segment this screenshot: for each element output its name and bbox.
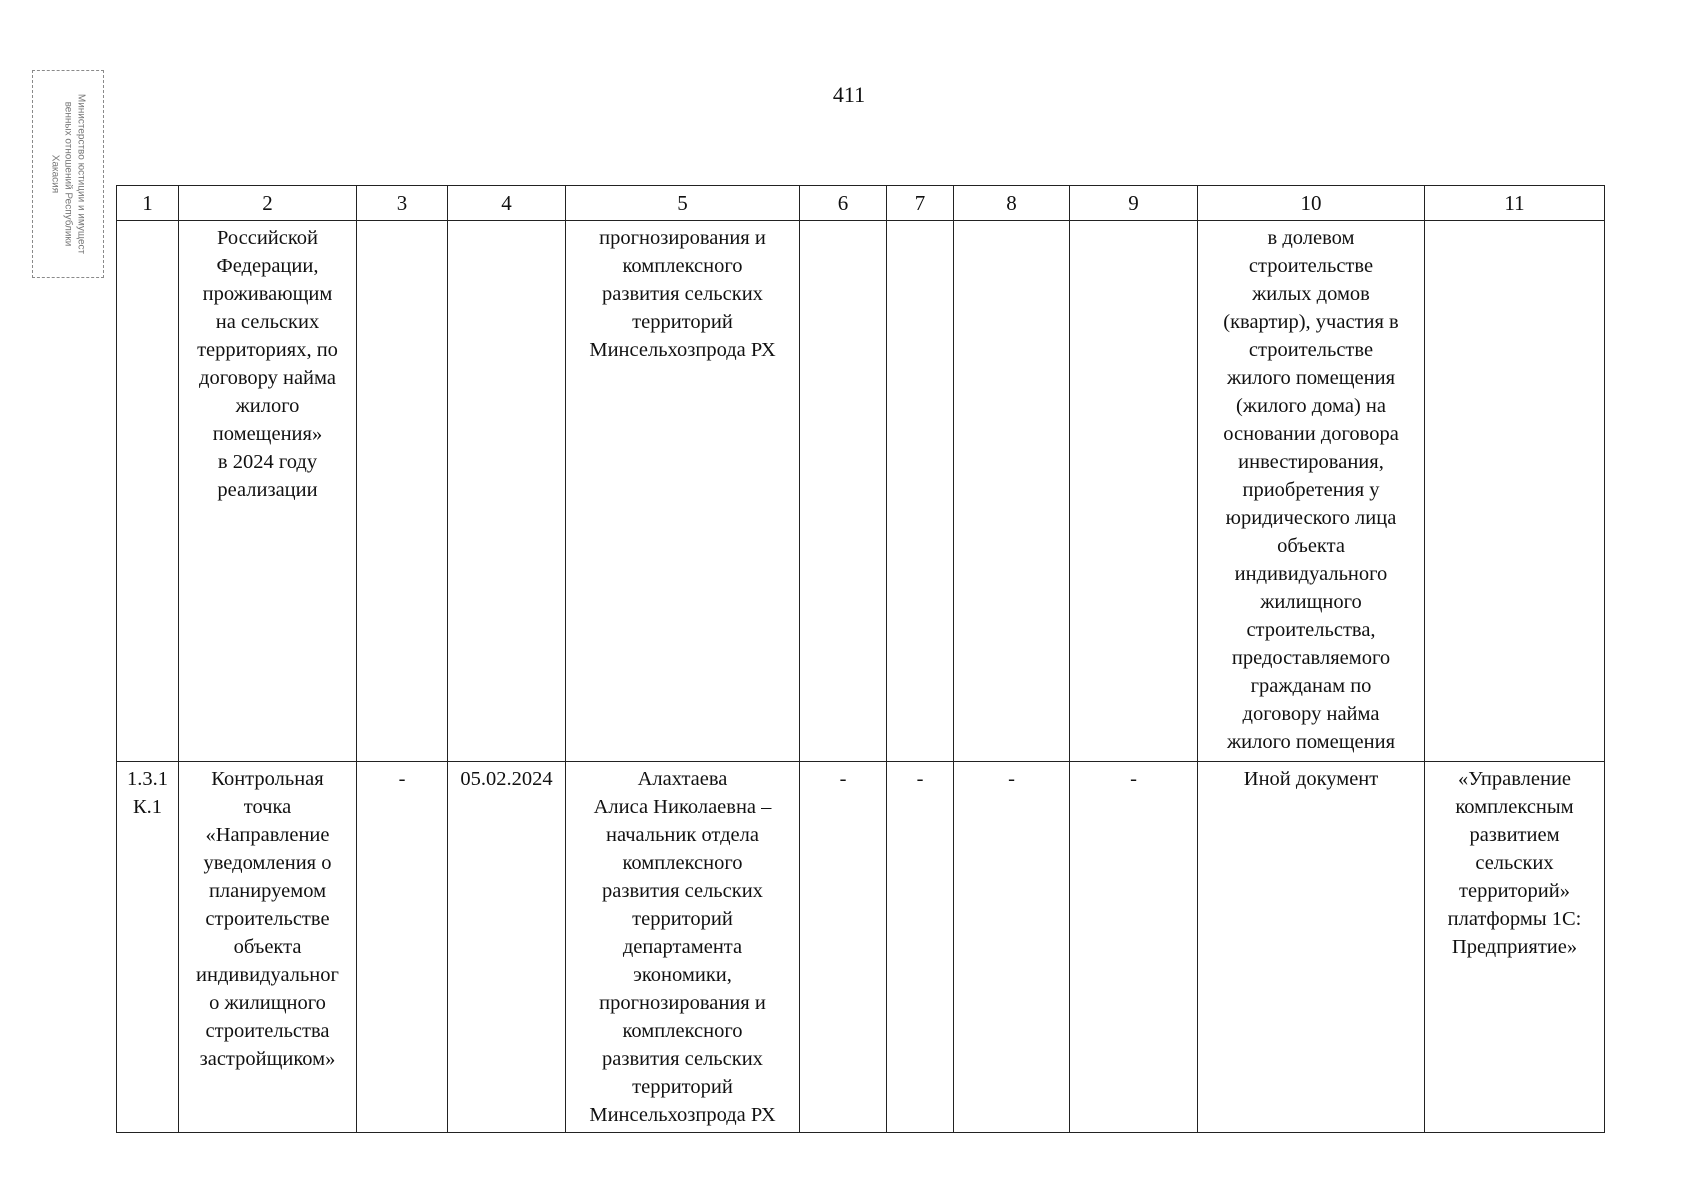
table-cell <box>448 762 566 1133</box>
column-number-row <box>117 186 1605 221</box>
cell-text: - <box>1130 768 1137 790</box>
cell-text: - <box>398 768 406 790</box>
cell-text: 05.02.2024 <box>460 768 553 790</box>
column-number: 11 <box>1425 186 1605 221</box>
table-cell <box>566 221 800 762</box>
column-number: 8 <box>954 186 1070 221</box>
table-cell <box>1070 221 1198 762</box>
table-cell <box>1425 762 1605 1133</box>
table-cell <box>566 762 800 1133</box>
column-number: 7 <box>887 186 954 221</box>
cell-text: в долевом строительстве жилых домов (квартир), участия в строительстве жилого помещения (жилого дома) на основании договора инвестирования, приобретения у юридического лица объекта индивидуального жилищного строительства, предоставляемого гражданам по договору найма жилого помещения <box>1223 227 1399 753</box>
table-cell <box>887 221 954 762</box>
table-cell <box>179 762 357 1133</box>
table-cell <box>800 221 887 762</box>
column-number: 1 <box>117 186 179 221</box>
table-cell <box>1198 221 1425 762</box>
column-number: 2 <box>179 186 357 221</box>
column-number: 6 <box>800 186 887 221</box>
table-cell <box>357 762 448 1133</box>
table-cell <box>357 221 448 762</box>
cell-text: Иной документ <box>1243 768 1379 790</box>
table-cell <box>887 762 954 1133</box>
column-number: 4 <box>448 186 566 221</box>
cell-text: Контрольная точка «Направление уведомления о планируемом строительстве объекта индивидуальног о жилищного строительства застройщиком» <box>196 768 339 1070</box>
table-cell <box>448 221 566 762</box>
table-cell <box>954 762 1070 1133</box>
table-cell <box>179 221 357 762</box>
cell-text: - <box>916 768 924 790</box>
stamp-text: Министерство юстиции и имущест венных отношений Республики Хакасия <box>49 93 87 255</box>
cell-text: - <box>839 768 847 790</box>
table-row <box>117 762 1605 1133</box>
table-cell <box>800 762 887 1133</box>
column-number: 9 <box>1070 186 1198 221</box>
column-number: 3 <box>357 186 448 221</box>
cell-text: «Управление комплексным развитием сельских территорий» платформы 1С: Предприятие» <box>1447 768 1582 958</box>
table-row <box>117 221 1605 762</box>
page-number: 411 <box>832 82 866 107</box>
cell-text: прогнозирования и комплексного развития сельских территорий Минсельхозпрода РХ <box>589 227 776 361</box>
table-cell <box>954 221 1070 762</box>
cell-text: 1.3.1 К.1 <box>127 768 168 818</box>
cell-text: - <box>1008 768 1015 790</box>
cell-text: Алахтаева Алиса Николаевна – начальник отдела комплексного развития сельских территорий департамента экономики, прогнозирования и комплексного развития сельских территорий Минсельхозпрода РХ <box>589 768 776 1126</box>
table-cell <box>117 221 179 762</box>
table-cell <box>1198 762 1425 1133</box>
table-cell <box>1070 762 1198 1133</box>
table-cell <box>117 762 179 1133</box>
table-cell <box>1425 221 1605 762</box>
column-number: 5 <box>566 186 800 221</box>
data-table <box>116 185 1605 1133</box>
cell-text: Российской Федерации, проживающим на сельских территориях, по договору найма жилого помещения» в 2024 году реализации <box>197 227 338 501</box>
column-number: 10 <box>1198 186 1425 221</box>
